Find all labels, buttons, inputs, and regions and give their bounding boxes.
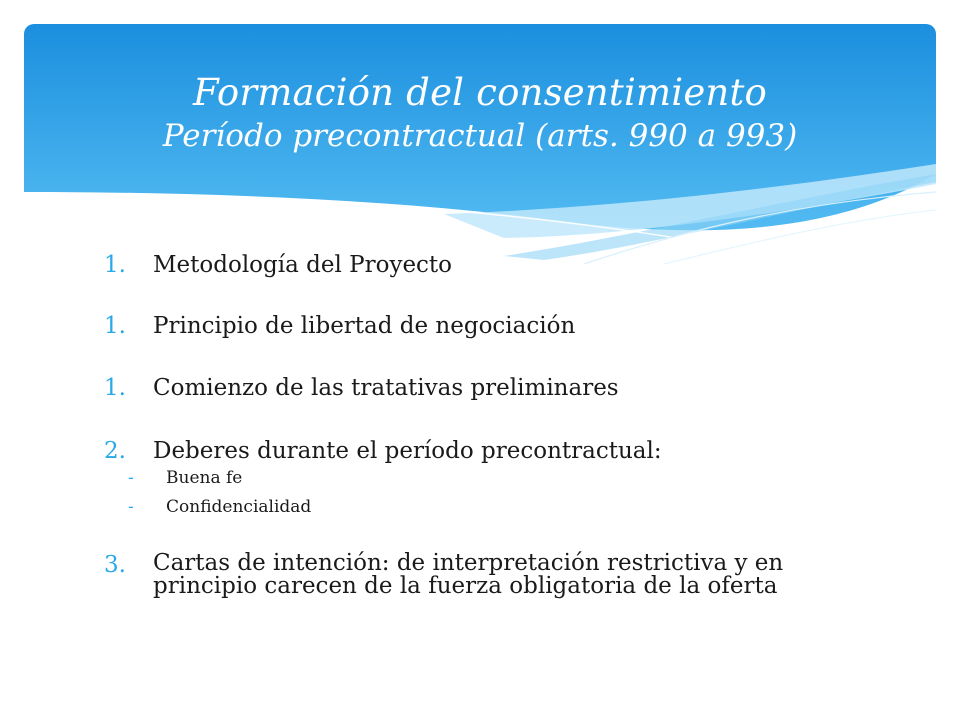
list-text: Comienzo de las tratativas preliminares bbox=[153, 375, 619, 401]
list-number: 2. bbox=[104, 438, 126, 464]
list-text: Metodología del Proyecto bbox=[153, 252, 453, 278]
title-block bbox=[0, 70, 960, 156]
slide-title: Formación del consentimiento bbox=[193, 71, 767, 114]
list-item bbox=[104, 438, 894, 464]
list-item bbox=[104, 552, 894, 598]
list-number: 3. bbox=[104, 552, 126, 578]
list-number: 1. bbox=[104, 375, 126, 401]
list-text: Cartas de intención: de interpretación restrictiva y en principio carecen de la fuerza obligatoria de la oferta bbox=[153, 550, 784, 599]
sub-marker: - bbox=[128, 468, 134, 488]
sub-text: Confidencialidad bbox=[166, 497, 312, 517]
list-item bbox=[104, 252, 894, 278]
slide-subtitle: Período precontractual (arts. 990 a 993) bbox=[162, 118, 798, 154]
sub-text: Buena fe bbox=[166, 468, 243, 488]
list-text: Deberes durante el período precontractual: bbox=[153, 438, 662, 464]
list-number: 1. bbox=[104, 313, 126, 339]
sub-list-item bbox=[104, 497, 311, 517]
list-item bbox=[104, 375, 894, 401]
sub-list-item bbox=[104, 468, 242, 488]
list-text: Principio de libertad de negociación bbox=[153, 313, 576, 339]
sub-marker: - bbox=[128, 497, 134, 517]
list-item bbox=[104, 313, 894, 339]
list-number: 1. bbox=[104, 252, 126, 278]
